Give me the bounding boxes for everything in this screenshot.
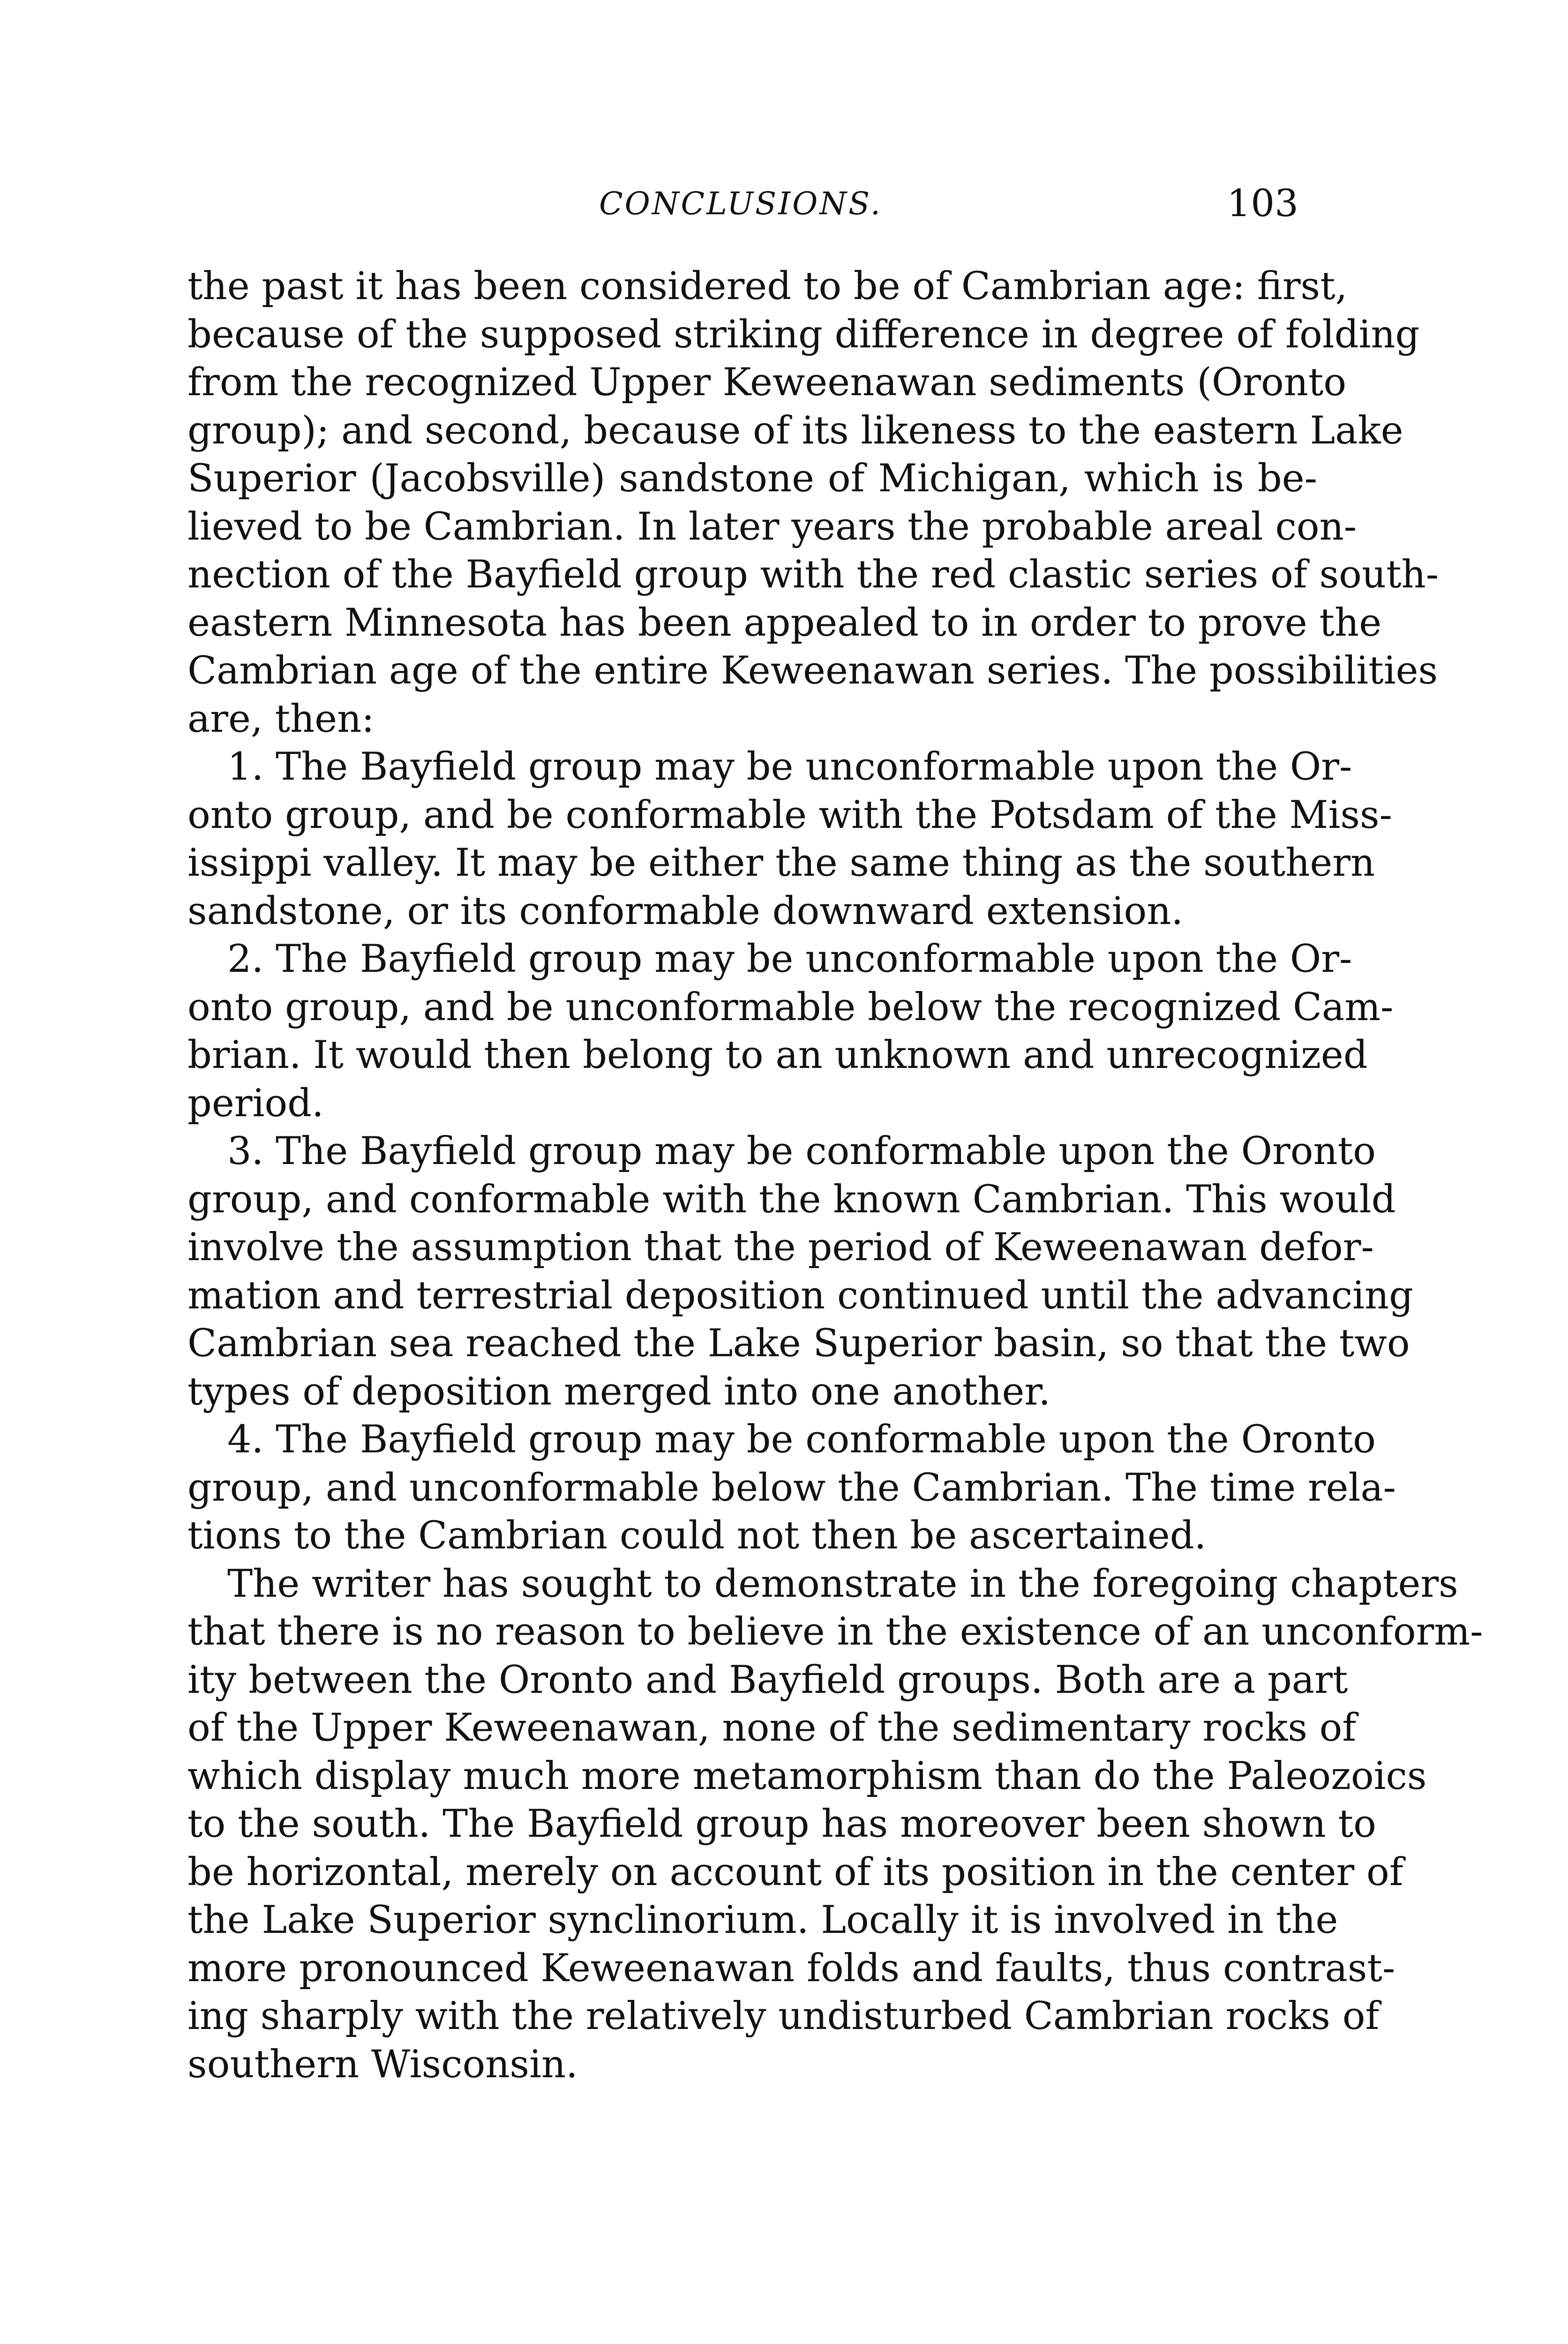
text-line: be horizontal, merely on account of its position in the center of [188,1850,1403,1894]
text-line: issippi valley. It may be either the same thing as the southern [188,841,1375,885]
body-text [188,263,1483,2089]
text-line: Cambrian sea reached the Lake Superior basin, so that the two [188,1322,1410,1366]
text-line: period. [188,1081,324,1126]
text-line: more pronounced Keweenawan folds and faults, thus contrast- [188,1946,1395,1991]
text-line: the Lake Superior synclinorium. Locally it is involved in the [188,1898,1338,1942]
text-line: which display much more metamorphism than do the Paleozoics [188,1754,1427,1798]
text-line: brian. It would then belong to an unknown and unrecognized [188,1033,1368,1077]
text-line: ing sharply with the relatively undisturbed Cambrian rocks of [188,1994,1380,2038]
text-line: from the recognized Upper Keweenawan sediments (Oronto [188,361,1347,405]
text-line: the past it has been considered to be of Cambrian age: first, [188,264,1348,308]
text-line: that there is no reason to believe in the existence of an unconform- [188,1610,1483,1654]
running-head [183,180,1298,232]
list-item-line: 3. The Bayfield group may be conformable upon the Oronto [227,1129,1376,1173]
text-line: Cambrian age of the entire Keweenawan series. The possibilities [188,649,1438,693]
text-line: because of the supposed striking difference in degree of folding [188,312,1420,357]
text-line: mation and terrestrial deposition continued until the advancing [188,1273,1413,1318]
paragraph-first-line: The writer has sought to demonstrate in the foregoing chapters [227,1562,1458,1606]
text-line: onto group, and be unconformable below the recognized Cam- [188,985,1394,1029]
text-line: to the south. The Bayfield group has moreover been shown to [188,1802,1376,1846]
text-line: involve the assumption that the period of Keweenawan defor- [188,1225,1374,1270]
text-line: group, and unconformable below the Cambrian. The time rela- [188,1465,1396,1510]
text-line: eastern Minnesota has been appealed to in order to prove the [188,601,1382,645]
text-line: group); and second, because of its likeness to the eastern Lake [188,408,1403,453]
text-line: lieved to be Cambrian. In later years the probable areal con- [188,504,1357,549]
text-line: are, then: [188,697,375,741]
list-item-line: 4. The Bayfield group may be conformable upon the Oronto [227,1418,1376,1462]
text-line: sandstone, or its conformable downward extension. [188,889,1184,933]
text-line: ity between the Oronto and Bayfield groups. Both are a part [188,1658,1348,1702]
list-item-line: 1. The Bayfield group may be unconformable upon the Or- [227,745,1352,789]
text-line: nection of the Bayfield group with the red clastic series of south- [188,553,1439,597]
text-line: southern Wisconsin. [188,2042,578,2087]
list-item-line: 2. The Bayfield group may be unconformable upon the Or- [227,937,1352,981]
text-line: onto group, and be conformable with the Potsdam of the Miss- [188,793,1392,837]
text-line: tions to the Cambrian could not then be ascertained. [188,1514,1207,1558]
text-line: of the Upper Keweenawan, none of the sedimentary rocks of [188,1706,1357,1750]
text-line: group, and conformable with the known Cambrian. This would [188,1177,1396,1222]
page-number: 103 [1227,181,1298,225]
text-line: types of deposition merged into one another. [188,1369,1050,1414]
text-line: Superior (Jacobsville) sandstone of Michigan, which is be- [188,457,1317,501]
running-title: CONCLUSIONS. [599,186,882,222]
